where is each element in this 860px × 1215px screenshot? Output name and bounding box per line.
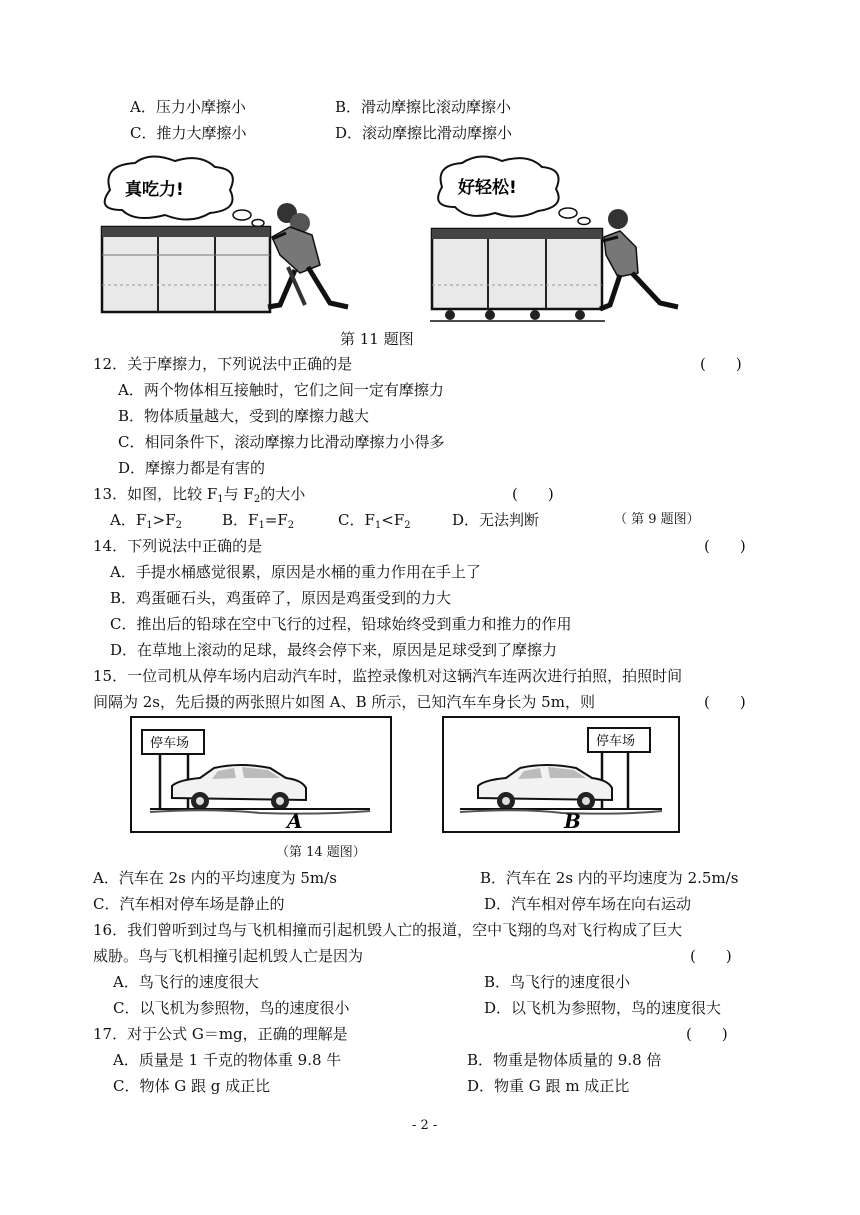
q17-option-b: B．物重是物体质量的 9.8 倍	[467, 1051, 662, 1069]
thought-bubble-right	[438, 156, 590, 224]
page-number: - 2 -	[412, 1118, 438, 1133]
photo-b	[442, 716, 680, 833]
q17-answer-paren: ( )	[686, 1025, 728, 1043]
q12-option-b: B．物体质量越大，受到的摩擦力越大	[118, 407, 370, 425]
q15-option-c: C．汽车相对停车场是静止的	[93, 895, 285, 913]
parking-sign-b-text: 停车场	[596, 734, 636, 749]
q17-option-c: C．物体 G 跟 g 成正比	[113, 1077, 271, 1095]
q11-option-d: D．滚动摩擦比滑动摩擦小	[335, 124, 513, 142]
q17-option-d: D．物重 G 跟 m 成正比	[467, 1077, 630, 1095]
q16-option-b: B．鸟飞行的速度很小	[484, 973, 631, 991]
q11-option-c: C．推力大摩擦小	[130, 124, 247, 142]
q14-answer-paren: ( )	[704, 537, 746, 555]
q15-answer-paren: ( )	[704, 693, 746, 711]
q11-option-b: B．滑动摩擦比滚动摩擦小	[335, 98, 512, 116]
q14-stem: 14．下列说法中正确的是	[93, 537, 263, 555]
q13-figure-note: （ 第 9 题图）	[614, 512, 700, 527]
q13-option-b: B．$F_1=F_2$	[222, 511, 295, 531]
q13-option-d: D．无法判断	[452, 511, 540, 529]
q11-option-a: A．压力小摩擦小	[130, 98, 246, 116]
q15-caption: （第 14 题图）	[276, 845, 366, 860]
q16-stem-line2: 威胁。鸟与飞机相撞引起机毁人亡是因为	[93, 947, 364, 965]
cabinet-left	[102, 227, 270, 312]
photo-a-label: A	[287, 809, 303, 833]
q12-option-c: C．相同条件下，滚动摩擦力比滑动摩擦力小得多	[118, 433, 445, 451]
q15-stem-line1: 15．一位司机从停车场内启动汽车时，监控录像机对这辆汽车连两次进行拍照，拍照时间	[93, 667, 683, 685]
thought-bubble-left	[105, 156, 264, 226]
photo-b-label: B	[564, 809, 581, 833]
person-pushing-right	[600, 209, 678, 309]
q13-stem: 13．如图，比较 $F_1$与 $F_2$的大小	[93, 485, 306, 505]
q16-option-a: A．鸟飞行的速度很大	[113, 973, 259, 991]
q11-figure	[90, 155, 710, 330]
q15-option-d: D．汽车相对停车场在向右运动	[484, 895, 692, 913]
q12-option-d: D．摩擦力都是有害的	[118, 459, 266, 477]
q14-option-b: B．鸡蛋砸石头，鸡蛋碎了，原因是鸡蛋受到的力大	[110, 589, 452, 607]
q16-option-d: D．以飞机为参照物，鸟的速度很大	[484, 999, 722, 1017]
q11-caption: 第 11 题图	[340, 330, 414, 348]
q14-option-c: C．推出后的铅球在空中飞行的过程，铅球始终受到重力和推力的作用	[110, 615, 572, 633]
bubble-right-text: 好轻松!	[458, 178, 517, 198]
q12-stem: 12．关于摩擦力，下列说法中正确的是	[93, 355, 353, 373]
q16-answer-paren: ( )	[690, 947, 732, 965]
q15-option-b: B．汽车在 2s 内的平均速度为 2.5m/s	[480, 869, 739, 887]
q17-option-a: A．质量是 1 千克的物体重 9.8 牛	[113, 1051, 342, 1069]
q13-option-a: A．$F_1>F_2$	[110, 511, 182, 531]
parking-sign-a-text: 停车场	[150, 736, 190, 751]
q17-stem: 17．对于公式 G＝mg，正确的理解是	[93, 1025, 348, 1043]
q14-option-a: A．手提水桶感觉很累，原因是水桶的重力作用在手上了	[110, 563, 481, 581]
q16-stem-line1: 16．我们曾听到过鸟与飞机相撞而引起机毁人亡的报道，空中飞翔的鸟对飞行构成了巨大	[93, 921, 683, 939]
q13-option-c: C．$F_1<F_2$	[338, 511, 411, 531]
cabinet-right	[430, 229, 605, 321]
photo-a	[130, 716, 392, 833]
q15-stem-line2: 间隔为 2s，先后摄的两张照片如图 A、B 所示，已知汽车车身长为 5m，则	[93, 693, 595, 711]
q12-option-a: A．两个物体相互接触时，它们之间一定有摩擦力	[118, 381, 444, 399]
people-pushing-left	[268, 203, 348, 307]
q13-answer-paren: ( )	[512, 485, 554, 503]
bubble-left-text: 真吃力!	[125, 180, 184, 200]
q15-option-a: A．汽车在 2s 内的平均速度为 5m/s	[93, 869, 337, 887]
q14-option-d: D．在草地上滚动的足球，最终会停下来，原因是足球受到了摩擦力	[110, 641, 558, 659]
q16-option-c: C．以飞机为参照物，鸟的速度很小	[113, 999, 350, 1017]
q12-answer-paren: ( )	[700, 355, 742, 373]
